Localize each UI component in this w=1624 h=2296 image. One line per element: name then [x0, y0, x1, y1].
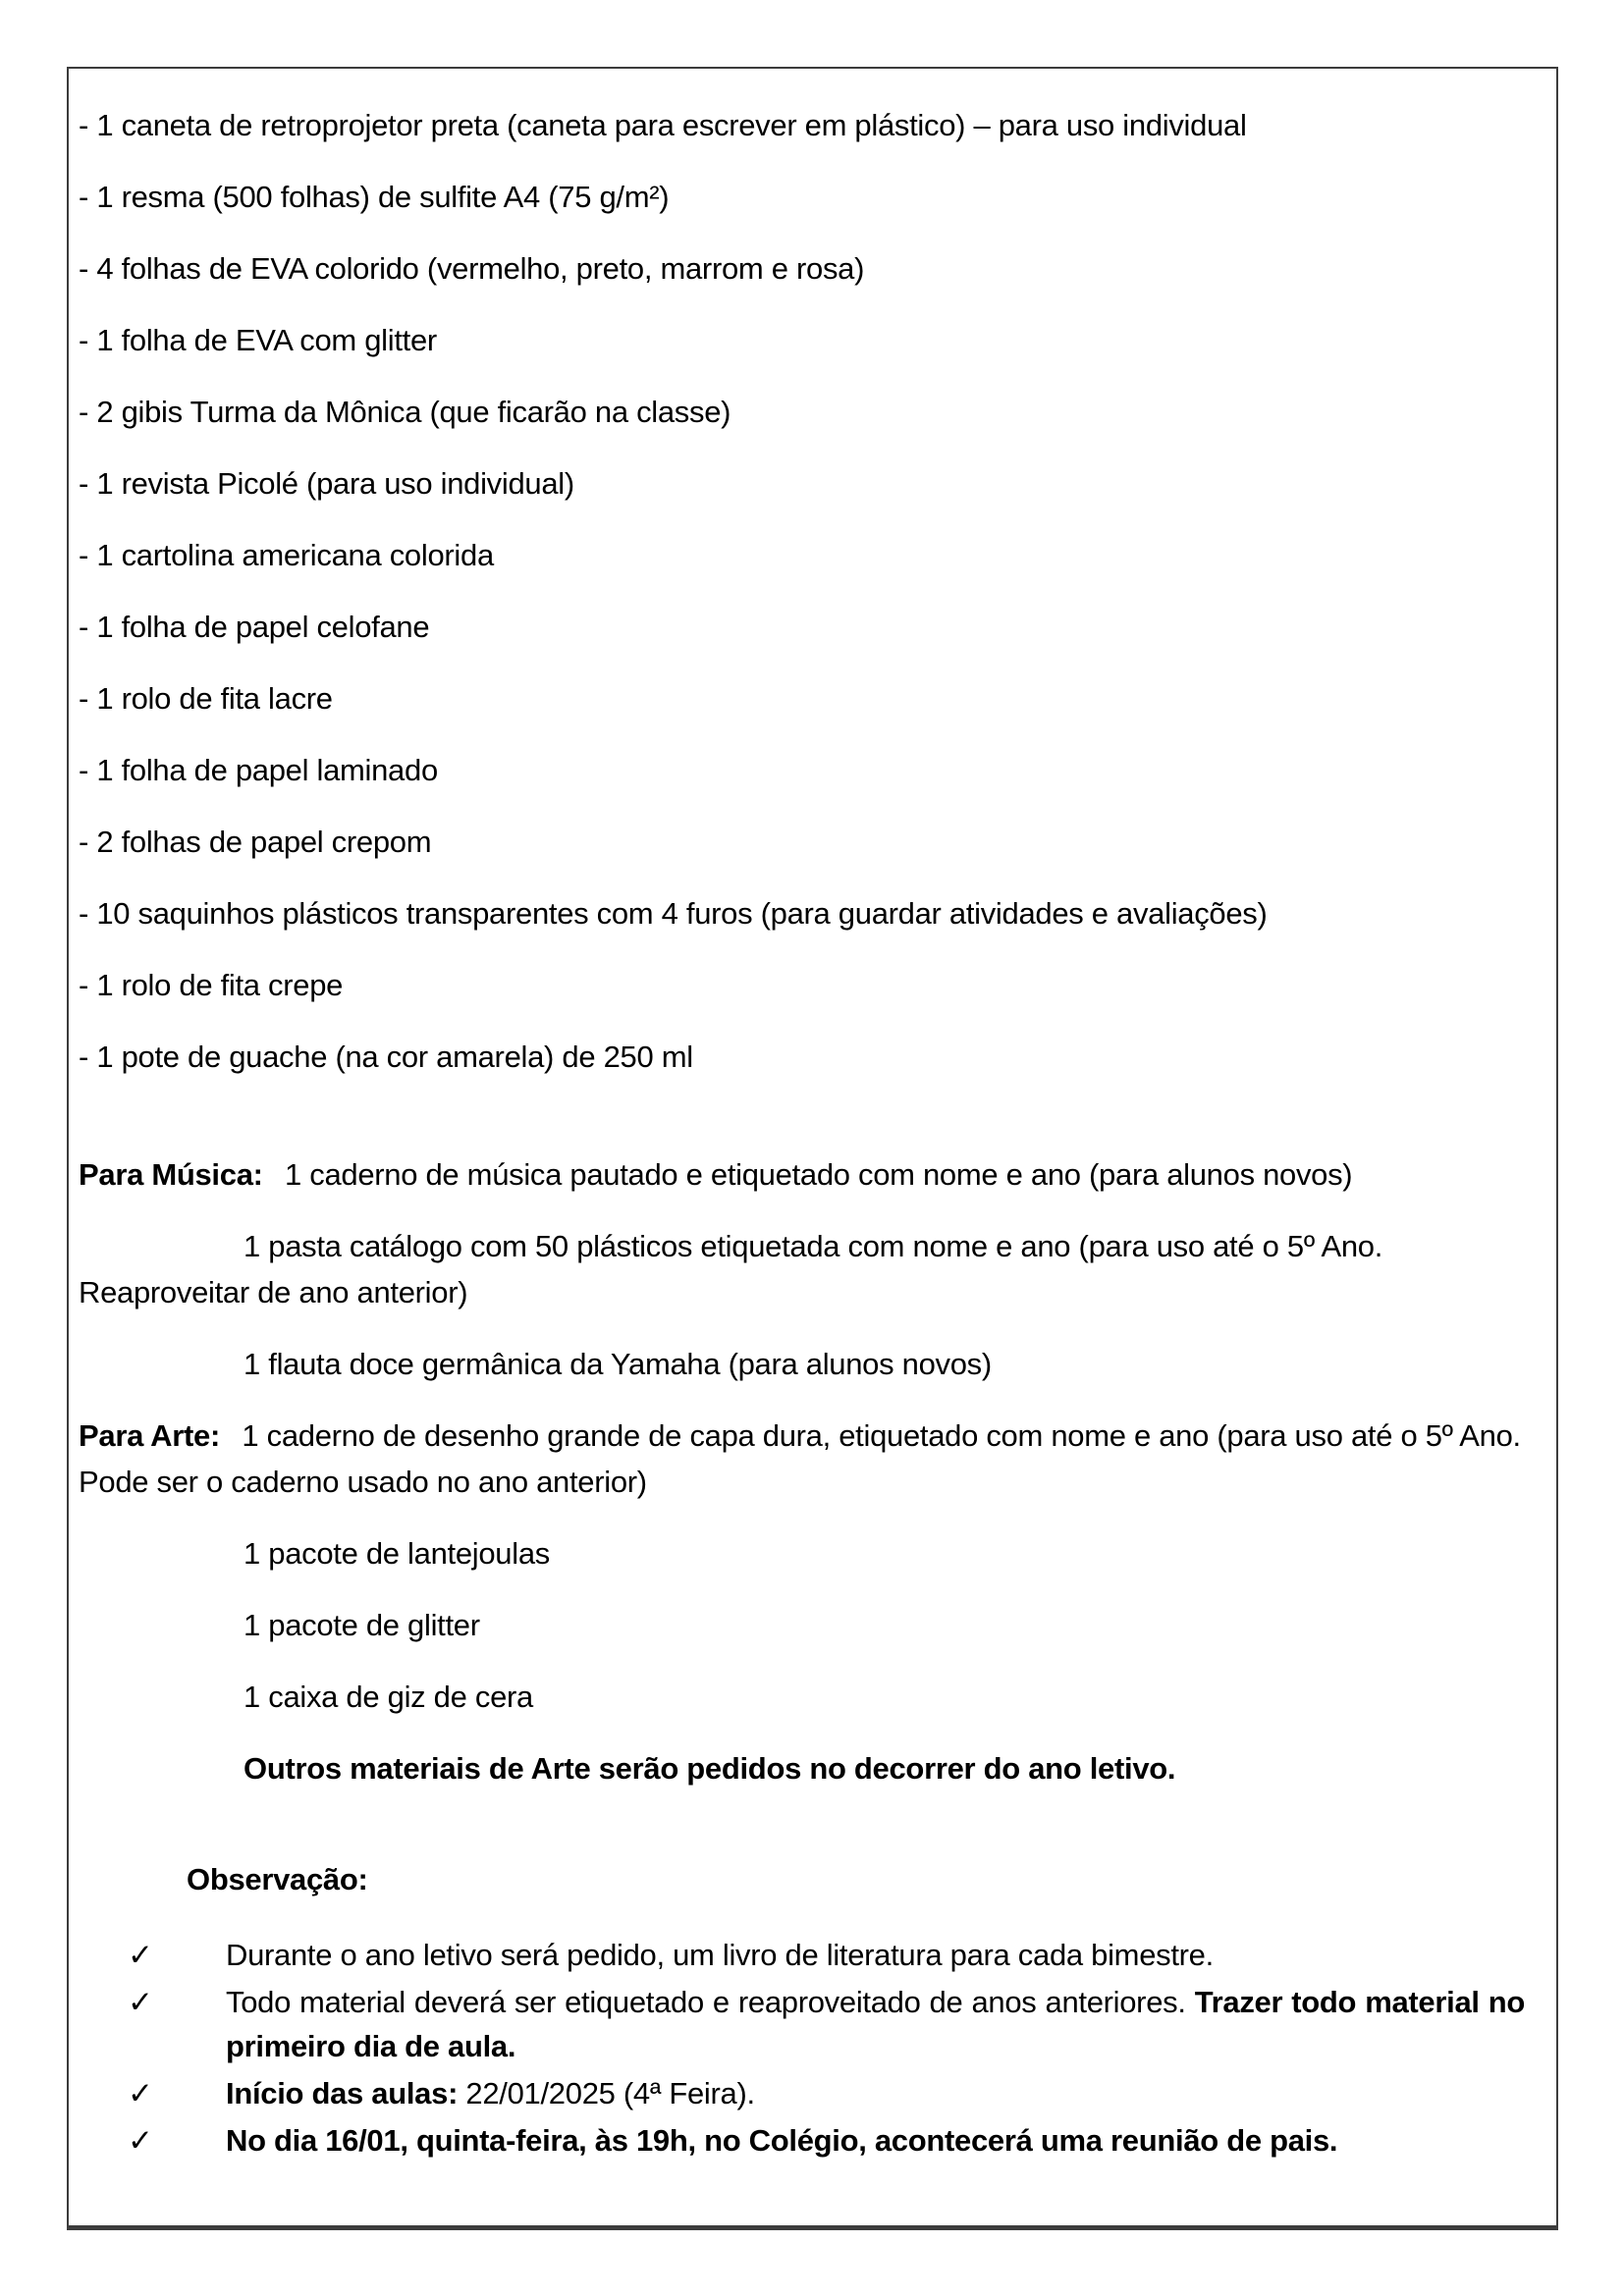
observacao-item-text: 22/01/2025 (4ª Feira). [465, 2076, 755, 2110]
observacao-title: Observação: [187, 1862, 368, 1896]
arte-item-4: 1 caixa de giz de cera [244, 1680, 533, 1714]
musica-item-1: 1 caderno de música pautado e etiquetado com nome e ano (para alunos novos) [284, 1157, 1353, 1192]
supply-list-item: - 2 folhas de papel crepom [79, 825, 432, 859]
supply-list-item: - 1 rolo de fita crepe [79, 968, 344, 1002]
supply-list-item: - 1 caneta de retroprojetor preta (caneta para escrever em plástico) – para uso individual [79, 108, 1247, 142]
supply-list-item: - 1 folha de EVA com glitter [79, 323, 437, 357]
arte-section-label: Para Arte: [79, 1418, 221, 1453]
observacao-item [79, 2118, 1525, 2163]
supply-list-item: - 1 cartolina americana colorida [79, 538, 494, 572]
observacao-item [79, 2071, 1525, 2115]
observacao-item-text: Todo material deverá ser etiquetado e reaproveitado de anos anteriores. [226, 1985, 1186, 2019]
checkmark-icon: ✓ [128, 1985, 153, 2019]
musica-section-label: Para Música: [79, 1157, 263, 1192]
supply-list-item: - 2 gibis Turma da Mônica (que ficarão na classe) [79, 395, 731, 429]
observacao-item-text-bold: No dia 16/01, quinta-feira, às 19h, no Colégio, acontecerá uma reunião de pais. [226, 2123, 1338, 2158]
supply-list-item: - 1 rolo de fita lacre [79, 681, 333, 716]
observacao-list [79, 1933, 1525, 2163]
supply-list-item: - 10 saquinhos plásticos transparentes com 4 furos (para guardar atividades e avaliações) [79, 896, 1268, 931]
supply-list-item: - 1 resma (500 folhas) de sulfite A4 (75 g/m²) [79, 180, 670, 214]
arte-item-1: 1 caderno de desenho grande de capa dura, etiquetado com nome e ano (para uso até o 5º Ano. Pode ser o caderno usado no ano anterior) [79, 1418, 1521, 1499]
supply-list-item: - 1 revista Picolé (para uso individual) [79, 466, 574, 501]
document-frame [67, 67, 1558, 2230]
arte-section-line [79, 1413, 1525, 1505]
checkmark-icon: ✓ [128, 2076, 153, 2110]
observacao-item [79, 1933, 1525, 1977]
musica-section-line [79, 1151, 1525, 1198]
observacao-item-label-bold: Início das aulas: [226, 2076, 459, 2110]
supply-list-item: - 1 pote de guache (na cor amarela) de 250 ml [79, 1040, 693, 1074]
musica-item-2: 1 pasta catálogo com 50 plásticos etiquetada com nome e ano (para uso até o 5º Ano. Reaproveitar de ano anterior) [79, 1229, 1383, 1309]
supply-list-item: - 1 folha de papel celofane [79, 610, 430, 644]
observacao-item-text-bold: Trazer todo material no primeiro dia de aula. [226, 1985, 1525, 2063]
arte-item-3: 1 pacote de glitter [244, 1608, 480, 1642]
observacao-item-text: Durante o ano letivo será pedido, um livro de literatura para cada bimestre. [226, 1938, 1214, 1972]
observacao-item [79, 1980, 1525, 2068]
arte-item-2: 1 pacote de lantejoulas [244, 1536, 550, 1571]
supply-list-item: - 4 folhas de EVA colorido (vermelho, preto, marrom e rosa) [79, 251, 865, 286]
arte-note: Outros materiais de Arte serão pedidos no decorrer do ano letivo. [244, 1751, 1176, 1786]
checkmark-icon: ✓ [128, 2123, 153, 2158]
supply-list-item: - 1 folha de papel laminado [79, 753, 438, 787]
musica-item-3: 1 flauta doce germânica da Yamaha (para alunos novos) [244, 1347, 992, 1381]
checkmark-icon: ✓ [128, 1938, 153, 1972]
